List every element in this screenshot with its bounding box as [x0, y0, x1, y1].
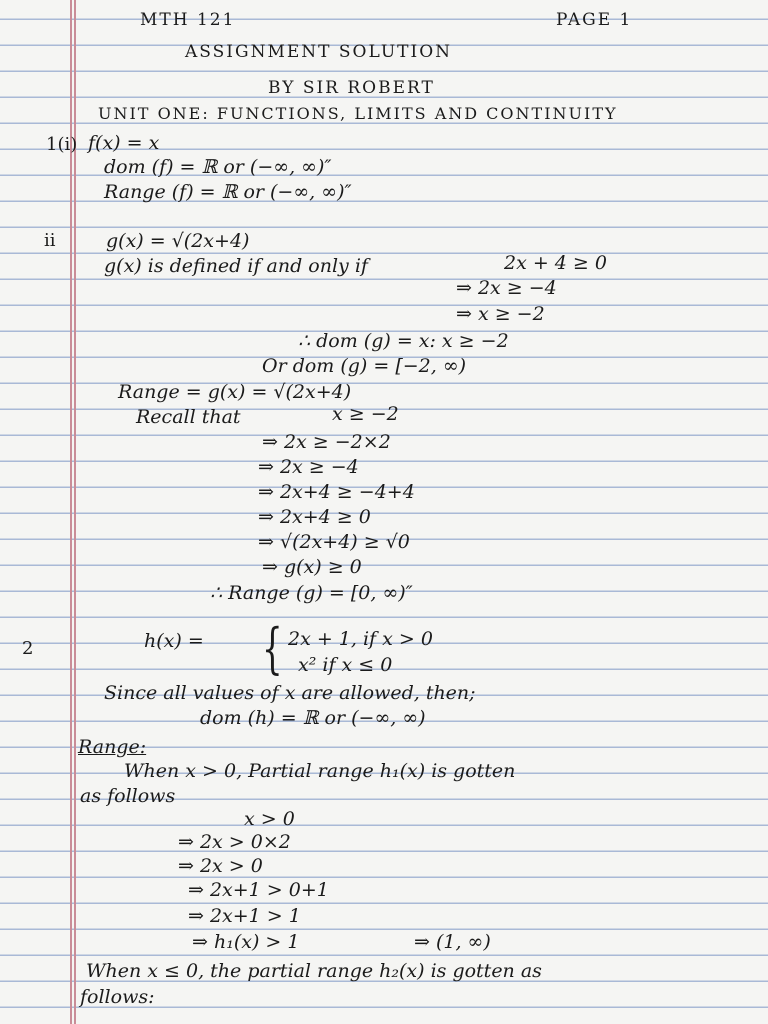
page-number: PAGE 1 — [556, 10, 633, 30]
problem-1b-line-7: Range = g(x) = √(2x+4) — [118, 381, 352, 403]
problem-1b-line-13: ⇒ √(2x+4) ≥ √0 — [258, 531, 410, 553]
problem-number-2: 2 — [22, 638, 34, 659]
problem-1-line-3: Range (f) = ℝ or (−∞, ∞)″ — [104, 181, 352, 203]
problem-1b-line-2b: 2x + 4 ≥ 0 — [504, 252, 607, 274]
piecewise-brace: { — [262, 617, 283, 680]
assignment-title: ASSIGNMENT SOLUTION — [185, 42, 453, 62]
problem-2-case-1: 2x + 1, if x > 0 — [288, 628, 433, 650]
problem-2-line-8: ⇒ 2x+1 > 0+1 — [188, 879, 329, 901]
problem-2-lhs: h(x) = — [144, 630, 204, 652]
problem-1b-line-6: Or dom (g) = [−2, ∞) — [262, 355, 467, 377]
problem-1b-line-12: ⇒ 2x+4 ≥ 0 — [258, 506, 371, 528]
problem-1b-line-9: ⇒ 2x ≥ −2×2 — [262, 431, 391, 453]
problem-2-line-9: ⇒ 2x+1 > 1 — [188, 905, 301, 927]
problem-1b-line-1: g(x) = √(2x+4) — [106, 230, 250, 252]
problem-2-line-3: When x > 0, Partial range h₁(x) is gotten — [124, 760, 516, 782]
problem-2-line-6: ⇒ 2x > 0×2 — [178, 831, 291, 853]
problem-1b-line-10: ⇒ 2x ≥ −4 — [258, 456, 359, 478]
problem-1b-line-11: ⇒ 2x+4 ≥ −4+4 — [258, 481, 415, 503]
problem-1b-line-3: ⇒ 2x ≥ −4 — [456, 277, 557, 299]
problem-2-line-7: ⇒ 2x > 0 — [178, 855, 263, 877]
problem-1b-line-2: g(x) is defined if and only if — [104, 255, 368, 277]
problem-number-1ii: ii — [44, 230, 56, 251]
problem-2-line-4: as follows — [80, 785, 176, 807]
problem-1b-line-5: ∴ dom (g) = x: x ≥ −2 — [298, 330, 509, 352]
problem-2-case-2: x² if x ≤ 0 — [298, 654, 393, 676]
problem-1b-line-15: ∴ Range (g) = [0, ∞)″ — [210, 582, 413, 604]
problem-2-line-10: ⇒ h₁(x) > 1 — [192, 931, 300, 953]
problem-number-1i: 1(i) — [46, 134, 78, 155]
problem-1b-line-4: ⇒ x ≥ −2 — [456, 303, 545, 325]
problem-1b-line-8b: x ≥ −2 — [332, 403, 399, 425]
range-heading: Range: — [78, 736, 147, 758]
author: BY SIR ROBERT — [268, 78, 435, 98]
problem-2-line-12: follows: — [80, 986, 155, 1008]
problem-1b-line-14: ⇒ g(x) ≥ 0 — [262, 556, 362, 578]
problem-2-line-1: Since all values of x are allowed, then; — [104, 682, 476, 704]
problem-2-line-5: x > 0 — [244, 808, 295, 830]
unit-title: UNIT ONE: FUNCTIONS, LIMITS AND CONTINUITY — [98, 104, 618, 123]
problem-2-line-11: When x ≤ 0, the partial range h₂(x) is gotten as — [86, 960, 542, 982]
problem-1-line-2: dom (f) = ℝ or (−∞, ∞)″ — [104, 156, 332, 178]
problem-2-line-2: dom (h) = ℝ or (−∞, ∞) — [200, 707, 426, 729]
problem-2-line-10b: ⇒ (1, ∞) — [414, 931, 491, 953]
problem-1b-line-8a: Recall that — [136, 406, 241, 428]
problem-1-line-1: f(x) = x — [88, 132, 160, 154]
course-code: MTH 121 — [140, 10, 236, 30]
